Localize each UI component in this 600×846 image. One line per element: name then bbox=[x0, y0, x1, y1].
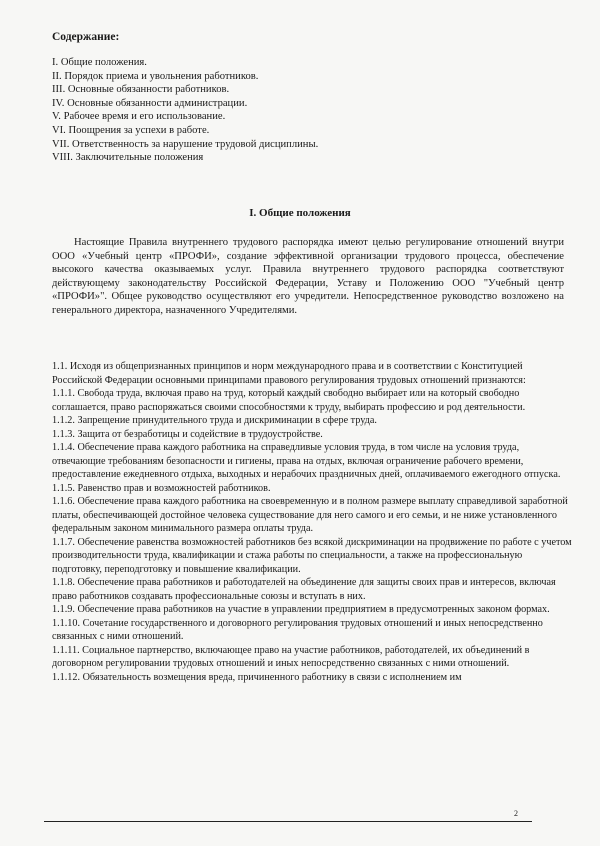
paragraph: 1.1.8. Обеспечение права работников и работодателей на объединение для защиты своих прав и интересов, включая право работников создавать профессиональные союзы и вступать в них. bbox=[52, 577, 556, 602]
toc-item: VI. Поощрения за успехи в работе. bbox=[52, 124, 210, 136]
table-of-contents bbox=[52, 56, 552, 165]
toc-title: Содержание: bbox=[52, 31, 120, 43]
toc-item: VIII. Заключительные положения bbox=[52, 152, 204, 164]
footer-divider bbox=[44, 821, 532, 822]
paragraph: 1.1.4. Обеспечение права каждого работника на справедливые условия труда, в том числе на условия труда, отвечающие требованиям безопасности и гигиены, права на отдых, включая ограничение рабочего времени, предоставление ежедневного отдыха, выходных и нерабочих праздничных дней, оплачиваемого ежегодного отпуска. bbox=[52, 442, 561, 480]
toc-item: IV. Основные обязанности администрации. bbox=[52, 97, 248, 109]
paragraph: 1.1.11. Социальное партнерство, включающее право на участие работников, работодателей, их объединений в договорном регулировании трудовых отношений и иных непосредственно связанных с ними отношений. bbox=[52, 644, 530, 669]
toc-item: II. Порядок приема и увольнения работников. bbox=[52, 70, 259, 82]
section-body bbox=[52, 360, 572, 684]
paragraph: 1.1.12. Обязательность возмещения вреда, причиненного работнику в связи с исполнением им bbox=[52, 671, 462, 683]
paragraph: 1.1.10. Сочетание государственного и договорного регулирования трудовых отношений и иных непосредственно связанных с ними отношений. bbox=[52, 617, 543, 642]
toc-item: VII. Ответственность за нарушение трудовой дисциплины. bbox=[52, 138, 319, 150]
paragraph: 1.1.2. Запрещение принудительного труда и дискриминации в сфере труда. bbox=[52, 415, 377, 426]
paragraph: 1.1.3. Защита от безработицы и содействие в трудоустройстве. bbox=[52, 428, 323, 440]
toc-item: III. Основные обязанности работников. bbox=[52, 84, 230, 96]
toc-item: V. Рабочее время и его использование. bbox=[52, 111, 226, 123]
section-title: I. Общие положения bbox=[249, 207, 351, 219]
paragraph: 1.1. Исходя из общепризнанных принципов и норм международного права и в соответствии с Конституцией Российской Федерации основными принципами правового регулирования трудовых отношений признаются: bbox=[52, 361, 526, 386]
paragraph: 1.1.7. Обеспечение равенства возможностей работников без всякой дискриминации на продвижение по работе с учетом производительности труда, квалификации и стажа работы по специальности, а также на профессиональную подготовку, переподготовку и повышение квалификации. bbox=[52, 536, 572, 575]
toc-item: I. Общие положения. bbox=[52, 57, 147, 68]
paragraph: 1.1.5. Равенство прав и возможностей работников. bbox=[52, 482, 271, 494]
intro-paragraph: Настоящие Правила внутреннего трудового распорядка имеют целью регулирование отношений внутри ООО «Учебный центр «ПРОФИ», создание эффективной организации трудового процесса, обеспечение высокого качества оказываемых услуг. Правила внутреннего трудового распорядка соответствуют действующему законодательству Российской Федерации, Уставу и Положению ООО "Учебный центр «ПРОФИ»". Общее руководство осуществляют его учредители. Непосредственное руководство возложено на генерального директора, назначенного Учредителями. bbox=[52, 237, 564, 316]
paragraph: 1.1.1. Свобода труда, включая право на труд, который каждый свободно выбирает или на который свободно соглашается, право распоряжаться своими способностями к труду, выбирать профессию и род деятельности. bbox=[52, 388, 526, 413]
page-number: 2 bbox=[514, 809, 518, 818]
paragraph: 1.1.6. Обеспечение права каждого работника на своевременную и в полном размере выплату справедливой заработной платы, обеспечивающей достойное человека существование для него самого и его семьи, и не ниже установленного федеральным законом минимального размера оплаты труда. bbox=[52, 496, 568, 534]
paragraph: 1.1.9. Обеспечение права работников на участие в управлении предприятием в предусмотренных законом формах. bbox=[52, 604, 550, 615]
